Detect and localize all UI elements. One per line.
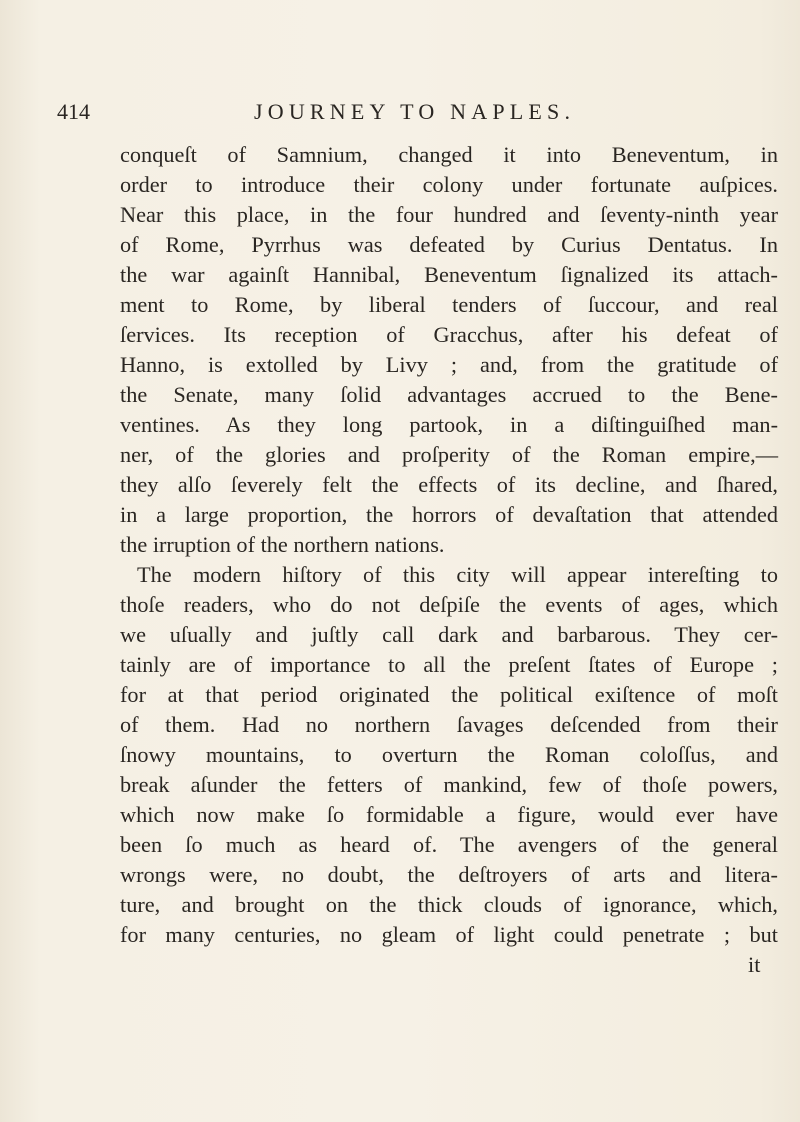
running-head: JOURNEY TO NAPLES. (254, 99, 576, 124)
text-line: the Senate, many ſolid advantages accrued to the Bene- (120, 382, 778, 407)
text-line: wrongs were, no doubt, the deſtroyers of arts and litera- (120, 862, 778, 887)
text-line: ſervices. Its reception of Gracchus, after his defeat of (120, 322, 778, 347)
page-header (0, 99, 800, 129)
text-line: been ſo much as heard of. The avengers of the general (120, 832, 778, 857)
text-line: in a large proportion, the horrors of devaſtation that attended (120, 502, 778, 527)
catchword: it (748, 952, 761, 977)
text-line: ner, of the glories and proſperity of the Roman empire,— (120, 442, 778, 467)
text-line: thoſe readers, who do not deſpiſe the events of ages, which (120, 592, 778, 617)
text-line: conqueſt of Samnium, changed it into Beneventum, in (120, 142, 778, 167)
paragraph-end-line: the irruption of the northern nations. (120, 532, 445, 557)
text-line: ture, and brought on the thick clouds of ignorance, which, (120, 892, 778, 917)
text-line: ventines. As they long partook, in a diſtinguiſhed man- (120, 412, 778, 437)
text-line: ment to Rome, by liberal tenders of ſuccour, and real (120, 292, 778, 317)
text-line: order to introduce their colony under fortunate auſpices. (120, 172, 778, 197)
paragraph-start-line: The modern hiſtory of this city will appear intereſting to (137, 562, 778, 587)
text-line: we uſually and juſtly call dark and barbarous. They cer- (120, 622, 778, 647)
text-line: ſnowy mountains, to overturn the Roman coloſſus, and (120, 742, 778, 767)
text-line: for many centuries, no gleam of light could penetrate ; but (120, 922, 778, 947)
text-line: break aſunder the fetters of mankind, few of thoſe powers, (120, 772, 778, 797)
text-line: they alſo ſeverely felt the effects of its decline, and ſhared, (120, 472, 778, 497)
text-line: Hanno, is extolled by Livy ; and, from the gratitude of (120, 352, 778, 377)
text-line: the war againſt Hannibal, Beneventum ſignalized its attach- (120, 262, 778, 287)
text-line: tainly are of importance to all the preſent ſtates of Europe ; (120, 652, 778, 677)
text-line: Near this place, in the four hundred and ſeventy-ninth year (120, 202, 778, 227)
page-number: 414 (57, 99, 90, 124)
text-line: which now make ſo formidable a figure, would ever have (120, 802, 778, 827)
text-line: of them. Had no northern ſavages deſcended from their (120, 712, 778, 737)
text-line: of Rome, Pyrrhus was defeated by Curius Dentatus. In (120, 232, 778, 257)
text-line: for at that period originated the political exiſtence of moſt (120, 682, 778, 707)
